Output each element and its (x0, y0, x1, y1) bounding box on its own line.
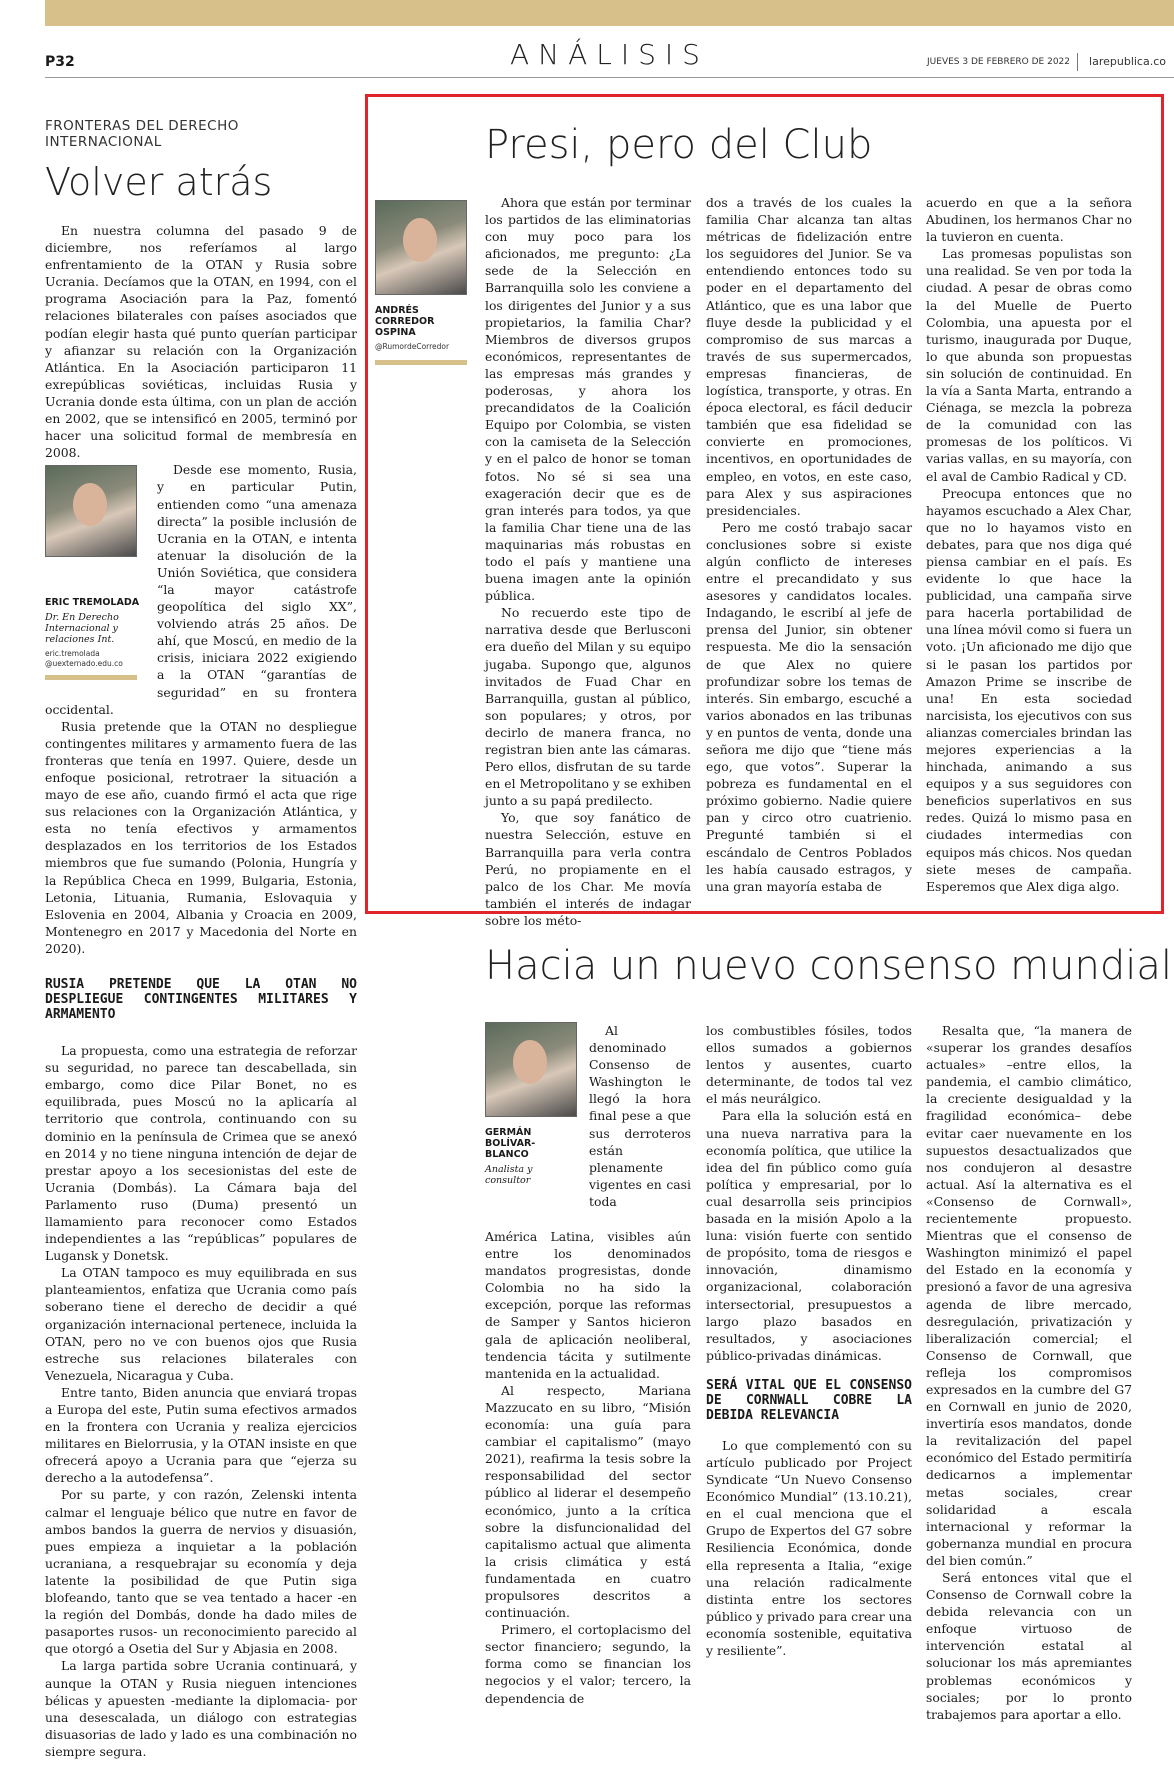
site-url: larepublica.co (1089, 55, 1166, 68)
paragraph: La larga partida sobre Ucrania continuará, y aunque la OTAN y Rusia nieguen intenciones bélicas y apuesten -mediante la diplomacia- por una desescalada, un diálogo con estrategias disuasorias de lado y lado es una combinación no siempre segura. (45, 1658, 357, 1759)
author-name: ANDRÉS CORREDOR OSPINA (375, 305, 435, 338)
paragraph: Por su parte, y con razón, Zelenski intenta calmar el lenguaje bélico que nutre en favor de ambos bandos la guerra de nervios y disuasión, pues empieza a inquietar a la población ucraniana, a resquebrajar su economía y deja latente la posibilidad de que Putin siga blofeando, tanto que se vea tentado a hacer -en la región del Dombás, donde ha dado miles de pasaportes rusos- un reconocimiento parecido al que otorgó a Osetia del Sur y Abjasia en 2008. (45, 1487, 357, 1657)
article-subhead: SERÁ VITAL QUE EL CONSENSO DE CORNWALL COBRE LA DEBIDA RELEVANCIA (706, 1377, 912, 1423)
author-box (45, 465, 145, 680)
article-headline: Hacia un nuevo consenso mundial (485, 943, 1172, 989)
author-email: eric.tremolada @uexternado.edu.co (45, 649, 123, 669)
article-column (926, 1022, 1132, 1723)
article-kicker: FRONTERAS DEL DERECHO INTERNACIONAL (45, 118, 239, 150)
article-column (485, 1228, 691, 1707)
author-photo (45, 465, 137, 557)
author-handle: @RumordeCorredor (375, 342, 450, 351)
article-column (485, 194, 691, 929)
paragraph: Yo, que soy fanático de nuestra Selección, estuve en Barranquilla para verla contra Perú, no propiamente en el palco de los Char. Me movía también el interés de indagar sobre los méto- (485, 810, 691, 928)
author-photo (375, 200, 467, 295)
top-color-bar (45, 0, 1174, 26)
article-headline: Volver atrás (45, 160, 273, 204)
author-bar (375, 360, 467, 365)
author-box (485, 1022, 577, 1186)
header-separator (1077, 53, 1078, 71)
paragraph: Al denominado Consenso de Washington le llegó la hora final pese a que sus derroteros están plenamente vigentes en casi toda (589, 1023, 691, 1209)
paragraph: Será entonces vital que el Consenso de Cornwall cobre la debida relevancia con un enfoque virtuoso de intervención estatal al solucionar los más apremiantes problemas económicos y sociales; por lo pronto trabajemos para aportar a ello. (926, 1570, 1132, 1722)
author-role: Dr. En Derecho Internacional y relaciones Int. (45, 612, 119, 646)
paragraph: La propuesta, como una estrategia de reforzar su seguridad, no parece tan descabellada, sin embargo, como dice Pilar Bonet, no es equilibrada, pues Moscú no la aplicaría al territorio que controla, continuando con su dominio en la península de Crimea que se anexó en 2014 y no tiene ninguna intención de dejar de prestar apoyo a los secesionistas del este de Ucrania (Dombás). La Cámara baja del Parlamento ruso (Duma) presentó un llamamiento para reconocer como Estados independientes a las “repúblicas” populares de Lugansk y Donetsk. (45, 1043, 357, 1264)
paragraph: No recuerdo este tipo de narrativa desde que Berlusconi era dueño del Milan y su equipo jugaba. Supongo que, algunos invitados de Fuad Char en Barranquilla, gustan al público, son populares; y otros, por decirlo de manera franca, no registran bien ante las cámaras. Pero ellos, disfrutan de su tarde en el Metropolitano y se exhiben junto a su papá predilecto. (485, 605, 692, 809)
author-name: GERMÁN BOLÍVAR-BLANCO (485, 1127, 536, 1160)
paragraph: Rusia pretende que la OTAN no despliegue contingentes militares y armamento fuera de las fronteras que tenía en 1997. Quiere, desde un enfoque posicional, retrotraer la situación a mayo de ese año, cuando firmó el acta que rige sus relaciones con la Organización Atlántica, y esta no tenía efectivos y armamentos desplazados en los territorios de los Estados miembros que fue sumando (Polonia, Hungría y la República Checa en 1999, Bulgaria, Estonia, Letonia, Lituania, Rumania, Eslovaquia y Eslovenia en 2004, Albania y Croacia en 2009, Montenegro en 2017 y Macedonia del Norte en 2020). (45, 718, 357, 956)
paragraph: acuerdo en que a la señora Abudinen, los hermanos Char no la tuvieron en cuenta. (926, 195, 1132, 245)
paragraph: Al respecto, Mariana Mazzucato en su libro, “Misión economía: una guía para cambiar el capitalismo” (mayo 2021), reafirma la tesis sobre la responsabilidad del sector público al liderar el desempeño económico, junto a la crítica sobre la disfuncionalidad del capitalismo actual que alimenta la crisis climática y está fundamentada en cuatro propulsores descritos a continuación. (485, 1382, 691, 1621)
author-photo (485, 1022, 577, 1117)
paragraph: América Latina, visibles aún entre los denominados mandatos progresistas, donde Colombia no ha sido la excepción, porque las reformas de Samper y Santos hicieron gala de aplicación neoliberal, tendencia tácita y sutilmente mantenida en la actualidad. (485, 1229, 691, 1381)
section-title: ANÁLISIS (510, 38, 709, 71)
paragraph: Preocupa entonces que no hayamos escuchado a Alex Char, que no lo hayamos visto en debates, para que nos diga qué piensa cambiar en el país. Es evidente lo que hace la publicidad, una campaña sirve para hacerla portabilidad de una línea móvil como si fuera un voto. ¡Un aficionado me dijo que si le pasan los partidos por Amazon Prime se inscribe de una! En esta sociedad narcisista, los ejecutivos con sus alianzas comerciales brindan las mejores experiencias a la hinchada, animando a sus equipos y a sus seguidores con beneficios superlativos en sus redes. Quizá lo mismo pasa en ciudades intermedias con equipos más chicos. Nos quedan siete meses de campaña. Esperemos que Alex diga algo. (926, 485, 1132, 894)
author-role: Analista y consultor (485, 1164, 533, 1186)
author-name: ERIC TREMOLADA (45, 597, 140, 609)
paragraph: Primero, el cortoplacismo del sector financiero; segundo, la forma como se financian los negocios y el valor; tercero, la dependencia de (485, 1622, 691, 1706)
article-column (706, 1022, 912, 1659)
paragraph: Desde ese momento, Rusia, y en particular Putin, entienden como “una amenaza directa” la posible inclusión de Ucrania en la OTAN, e intenta atenuar la disolución de la Unión Soviética, que considera “la mayor catástrofe geopolítica del siglo XX”, volviendo atrás 25 años. De ahí, que Moscú, en medio de la crisis, iniciara 2022 exigiendo a la OTAN “garantías de seguridad” en su frontera occidental. (45, 462, 357, 717)
article-headline: Presi, pero del Club (485, 122, 873, 168)
article-column (926, 194, 1132, 895)
paragraph: dos a través de los cuales la familia Char alcanza tan altas métricas de fidelización entre los seguidores del Junior. Se va entendiendo entonces todo su poder en el departamento del Atlántico, que es una labor que fluye desde la publicidad y el compromiso de sus marcas a través de sus supermercados, empresas financieras, de logística, transporte, y otras. En época electoral, es fácil deducir también que esa fidelidad se convierte en promociones, incentivos, en oportunidades de empleo, en votos, en este caso, para Alex y sus aspiraciones presidenciales. (706, 195, 912, 518)
article-volver-atras (45, 118, 357, 1760)
article-column (589, 1022, 691, 1210)
paragraph: La OTAN tampoco es muy equilibrada en sus planteamientos, enfatiza que Ucrania como país soberano tiene el derecho de decidir a qué organización internacional pertenece, incluida la OTAN, pero no ve con buenos ojos que Rusia estreche sus relaciones bilaterales con Venezuela, Nicaragua y Cuba. (45, 1265, 357, 1383)
article-subhead: RUSIA PRETENDE QUE LA OTAN NO DESPLIEGUE CONTINGENTES MILITARES Y ARMAMENTO (45, 977, 357, 1023)
paragraph: Resalta que, “la manera de «superar los grandes desafíos actuales» –entre ellos, la pandemia, el cambio climático, la creciente desigualdad y la fragilidad económica– debe evitar caer nuevamente en los supuestos desactualizados que nos condujeron al desastre actual. Así la alternativa es el «Consenso de Cornwall», recientemente propuesto. Mientras que el consenso de Washington minimizó el papel del Estado en la economía y presionó a favor de una agresiva agenda de libre mercado, desregulación, privatización y liberalización comercial; el Consenso de Cornwall, que refleja los compromisos expresados en la cumbre del G7 en Cornwall en junio de 2020, invertiría esos mandatos, donde la revitalización del papel económico del Estado permitiría dedicarnos a implementar metas sociales, crear solidaridad a escala internacional y reformar la gobernanza mundial en procura del bien común.” (926, 1023, 1132, 1568)
page-number: P32 (45, 54, 75, 70)
article-body (45, 222, 357, 1760)
paragraph: En nuestra columna del pasado 9 de diciembre, nos referíamos al largo enfrentamiento de la OTAN y Rusia sobre Ucrania. Decíamos que la OTAN, en 1994, con el programa Asociación para la Paz, fomentó relaciones bilaterales con países asociados que podían elegir hasta qué punto querían participar y afianzar su relación con la Organización Atlántica. En la Asociación participaron 11 exrepúblicas soviéticas, incluidas Rusia y Ucrania donde esta última, con un plan de acción en 2002, que se intensificó en 2005, terminó por hacer una solicitud formal de membresía en 2008. (45, 223, 357, 461)
paragraph: Pero me costó trabajo sacar conclusiones sobre si existe algún conflicto de intereses entre el precandidato y sus asesores y candidatos locales. Indagando, le escribí al jefe de prensa del Junior, sin obtener respuesta. Me dio la sensación de que Alex no quiere profundizar sobre los temas de interés. Sin embargo, escuché a varios abonados en las tribunas y en puntos de venta, donde una señora me dijo que “tiene más ego, que votos”. Superar la pobreza es fundamental en el próximo gobierno. Nadie quiere pan y circo otro cuatrienio. Pregunté también si el escándalo de Centros Poblados les había causado estragos, y una gran mayoría estaba de (706, 519, 912, 894)
paragraph: Entre tanto, Biden anuncia que enviará tropas a Europa del este, Putin suma efectivos armados en la frontera con Ucrania y realiza ejercicios militares en Bielorrusia, y la OTAN insiste en que ofrecerá apoyo a Ucrania para que “ejerza su derecho a la autodefensa”. (45, 1384, 357, 1486)
paragraph: Las promesas populistas son una realidad. Se ven por toda la ciudad. A pesar de obras como la del Muelle de Puerto Colombia, una apuesta por el turismo, inaugurada por Duque, lo que abunda son propuestas sin solución de continuidad. En la vía a Santa Marta, entrando a Ciénaga, se mezcla la pobreza de la comunidad con las promesas de los políticos. Vi varias vallas, en su mayoría, con el aval de Cambio Radical y CD. (926, 246, 1132, 484)
paragraph: los combustibles fósiles, todos ellos sumados a gobiernos lentos y ausentes, cuarto determinante, de todos tal vez el más neurálgico. (706, 1023, 912, 1107)
author-box (375, 200, 467, 365)
paragraph: Lo que complementó con su artículo publicado por Project Syndicate “Un Nuevo Consenso Económico Mundial” (13.10.21), en el cual menciona que el Grupo de Expertos del G7 sobre Resiliencia Económica, donde ella representa a Italia, “exige una relación radicalmente distinta entre los sectores público y privado para crear una economía sostenible, equitativa y resiliente”. (706, 1437, 912, 1658)
paragraph: Para ella la solución está en una nueva narrativa para la economía política, que utilice la idea del fin público como guía política y empresarial, por lo cual desarrolla seis principios basada en la misión Apolo a la luna: visión fuerte con sentido de propósito, toma de riesgos e innovación, dinamismo organizacional, colaboración intersectorial, presupuestos a largo plazo basados en resultados, y asociaciones público-privadas dinámicas. (706, 1108, 912, 1363)
dateline: JUEVES 3 DE FEBRERO DE 2022 (927, 57, 1070, 67)
paragraph: Ahora que están por terminar los partidos de las eliminatorias con muy poco para los aficionados, me pregunto: ¿La sede de la Selección en Barranquilla solo les conviene a los dirigentes del Junior y a sus propietarios, la familia Char? Miembros de diversos grupos económicos, representantes de las empresas más grandes y poderosas, y ahora los precandidatos de la Coalición Equipo por Colombia, se visten con la camiseta de la Selección y en el palco de honor se toman fotos. No sé si sea una exageración decir que es de gran interés para todos, ya que la familia Char tiene una de las maquinarias más robustas en todo el país y mantiene una buena imagen ante la opinión pública. (485, 195, 691, 604)
page-header (45, 26, 1174, 78)
author-bar (45, 675, 137, 680)
article-column (706, 194, 912, 895)
